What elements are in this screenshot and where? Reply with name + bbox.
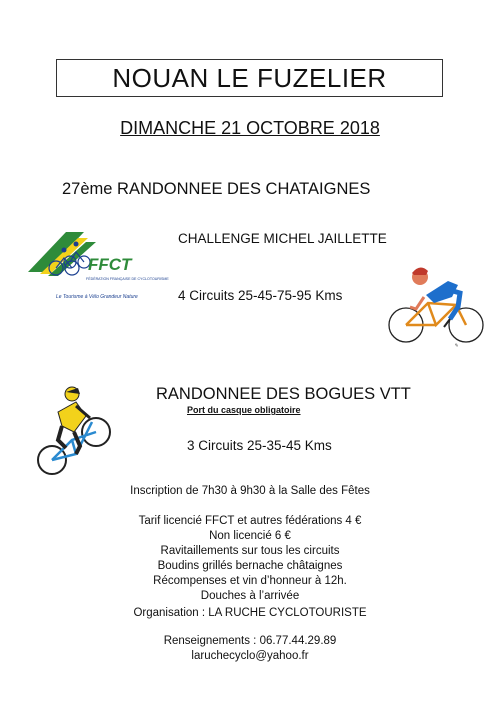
email-link[interactable]: laruchecyclo@yahoo.fr: [191, 650, 309, 662]
organisation-info: Organisation : LA RUCHE CYCLOTOURISTE: [133, 607, 367, 619]
tarif-line: Boudins grillés bernache châtaignes: [157, 560, 343, 572]
ffct-logo: [26, 228, 169, 308]
tarif-list: [0, 514, 500, 604]
logo-text: FFCT: [88, 255, 132, 274]
page-title: NOUAN LE FUZELIER: [112, 62, 387, 93]
challenge-name: CHALLENGE MICHEL JAILLETTE: [178, 231, 387, 246]
road-cyclist-illustration: [386, 257, 486, 349]
route-circuits: 4 Circuits 25-45-75-95 Kms: [178, 288, 343, 303]
tarif-line: Tarif licencié FFCT et autres fédérations 4 €: [138, 515, 362, 527]
contact-block: [0, 634, 500, 664]
svg-text:✎: ✎: [454, 343, 459, 349]
tarif-line: Non licencié 6 €: [209, 530, 291, 542]
helmet-notice: Port du casque obligatoire: [187, 405, 301, 415]
tarif-line: Douches à l’arrivée: [200, 590, 300, 602]
randonnee-chataignes-heading: 27ème RANDONNEE DES CHATAIGNES: [62, 180, 371, 198]
tarif-line: Récompenses et vin d’honneur à 12h.: [153, 575, 347, 587]
logo-subtitle: FÉDÉRATION FRANÇAISE DE CYCLOTOURISME: [86, 277, 169, 281]
phone-info: Renseignements : 06.77.44.29.89: [163, 635, 337, 647]
page-title-box: [56, 59, 443, 97]
mountain-biker-illustration: [36, 382, 116, 478]
tarif-line: Ravitaillements sur tous les circuits: [160, 545, 340, 557]
vtt-circuits: 3 Circuits 25-35-45 Kms: [187, 438, 332, 453]
randonnee-bogues-heading: RANDONNEE DES BOGUES VTT: [156, 385, 411, 403]
logo-slogan: Le Tourisme à Vélo Grandeur Nature: [56, 294, 138, 300]
event-date: DIMANCHE 21 OCTOBRE 2018: [120, 118, 380, 138]
inscription-info: Inscription de 7h30 à 9h30 à la Salle des Fêtes: [130, 485, 370, 497]
